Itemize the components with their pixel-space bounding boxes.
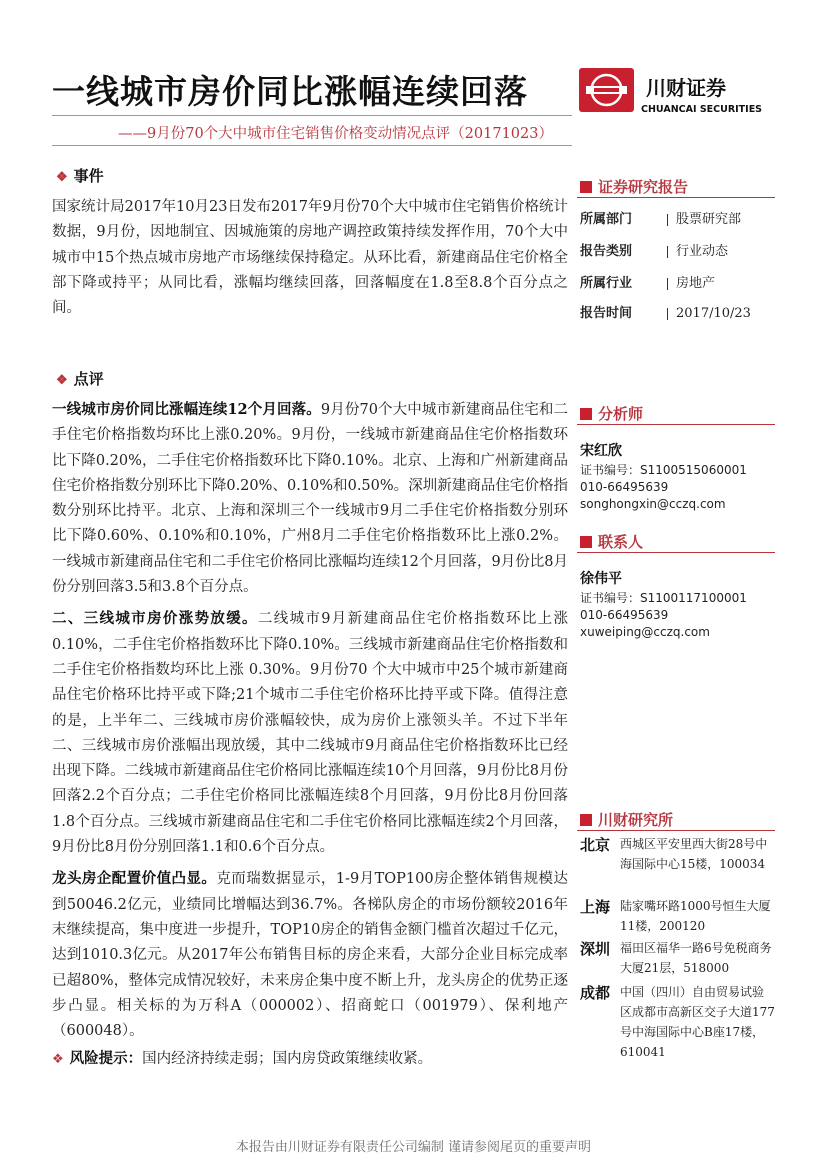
red-square-icon xyxy=(580,181,592,193)
info-row-department: 所属部门 股票研究部 xyxy=(580,212,742,227)
analyst-phone: 010-66495639 xyxy=(580,480,669,494)
sidebar-divider xyxy=(577,424,775,425)
section-heading-comment xyxy=(56,368,104,389)
report-subtitle: ——9月份70个大中城市住宅销售价格变动情况点评（20171023） xyxy=(118,126,553,142)
paragraph-lead: 一线城市房价同比涨幅连续12个月回落。 xyxy=(52,401,321,418)
analyst-email[interactable]: songhongxin@cczq.com xyxy=(580,497,726,511)
risk-note xyxy=(52,1046,568,1072)
info-row-industry: 所属行业 房地产 xyxy=(580,276,716,291)
contact-name: 徐伟平 xyxy=(580,571,622,587)
office-city: 北京 xyxy=(580,836,611,854)
red-square-icon xyxy=(580,408,592,420)
comment-paragraph-2 xyxy=(52,606,568,860)
comment-body xyxy=(52,397,568,1073)
office-address: 中国（四川）自由贸易试验区成都市高新区交子大道177号中海国际中心B座17楼，610041 xyxy=(620,985,775,1059)
paragraph-text: 二线城市9月新建商品住宅价格指数环比上涨0.10%，二手住宅价格指数环比下降0.10%。三线城市新建商品住宅价格指数和二手住宅价格指数均环比上涨 0.30%。9月份70 个大中城市中25个城市新建商品住宅价格环比持平或下降;21个城市二手住宅价格环比持平或下降。值得注意的是，上半年二、三线城市房价涨幅较快，成为房价上涨领头羊。不过下半年二、三线城市房价涨幅出现放缓，其中二线城市9月商品住宅价格指数环比已经出现下降。二线城市新建商品住宅价格同比涨幅连续10个月回落，9月份比8月份回落2.2个百分点；二手住宅价格同比涨幅连续8个月回落，9月份比8月份回落1.8个百分点。三线城市新建商品住宅和二手住宅价格同比涨幅连续2个月回落，9月份比8月份分别回落1.1和0.6个百分点。 xyxy=(52,611,568,856)
company-name-cn: 川财证券 xyxy=(646,76,726,100)
logo-mark-icon xyxy=(579,68,634,112)
contact-card xyxy=(580,568,776,641)
sidebar-heading-label: 证券研究报告 xyxy=(598,178,689,196)
red-square-icon xyxy=(580,814,592,826)
sidebar-heading-label: 川财研究所 xyxy=(598,811,674,829)
sidebar-heading-report xyxy=(580,176,688,197)
diamond-bullet-icon: ❖ xyxy=(52,1052,64,1068)
diamond-bullet-icon: ❖ xyxy=(56,170,68,185)
event-paragraph: 国家统计局2017年10月23日发布2017年9月份70个大中城市住宅销售价格统计数据，9月份，因地制宜、因城施策的房地产调控政策持续发挥作用，70个大中城市中15个热点城市房地产市场继续保持稳定。从环比看，新建商品住宅价格全部下降或持平；从同比看，涨幅均继续回落，回落幅度在1.8至8.8个百分点之间。 xyxy=(52,199,568,317)
paragraph-lead: 二、三线城市房价涨势放缓。 xyxy=(52,610,258,628)
sidebar-divider xyxy=(577,830,775,831)
analyst-cert: 证书编号：S1100515060001 xyxy=(580,463,747,477)
risk-text: 国内经济持续走弱；国内房贷政策继续收紧。 xyxy=(142,1051,433,1068)
office-address: 陆家嘴环路1000号恒生大厦11楼，200120 xyxy=(620,899,771,933)
analyst-name: 宋红欣 xyxy=(580,443,622,459)
sidebar-divider xyxy=(577,197,775,198)
risk-label: 风险提示： xyxy=(69,1050,143,1068)
subtitle-divider xyxy=(52,145,572,146)
comment-paragraph-3 xyxy=(52,866,568,1044)
info-row-category: 报告类别 行业动态 xyxy=(580,244,729,259)
section-heading-event xyxy=(56,165,104,186)
paragraph-text: 克而瑞数据显示，1-9月TOP100房企整体销售规模达到50046.2亿元，业绩同比增幅达到36.7%。各梯队房企的市场份额较2016年末继续提高，集中度进一步提升，TOP10房企的销售金额门槛首次超过千亿元，达到1010.3亿元。从2017年公布销售目标的房企来看，大部分企业目标完成率已超80%，整体完成情况较好，未来房企集中度不断上升，龙头房企的优势正逐步凸显。相关标的为万科A（000002）、招商蛇口（001979）、保利地产（600048）。 xyxy=(52,871,569,1040)
info-row-date: 报告时间 2017/10/23 xyxy=(580,306,751,321)
office-city: 深圳 xyxy=(580,940,611,958)
sidebar-heading-label: 分析师 xyxy=(598,405,644,423)
report-title: 一线城市房价同比涨幅连续回落 xyxy=(52,72,528,111)
title-divider xyxy=(52,115,572,116)
red-square-icon xyxy=(580,536,592,548)
footer-disclaimer: 本报告由川财证券有限责任公司编制 谨请参阅尾页的重要声明 xyxy=(235,1140,592,1155)
paragraph-lead: 龙头房企配置价值凸显。 xyxy=(52,870,217,888)
analyst-card xyxy=(580,440,776,513)
contact-phone: 010-66495639 xyxy=(580,608,669,622)
diamond-bullet-icon: ❖ xyxy=(56,373,68,388)
company-name-en: CHUANCAI SECURITIES xyxy=(641,104,763,115)
sidebar-heading-contact xyxy=(580,531,643,552)
office-address: 福田区福华一路6号免税商务大厦21层，518000 xyxy=(620,941,772,975)
company-logo-icon xyxy=(579,68,634,112)
paragraph-text: 9月份70个大中城市新建商品住宅和二手住宅价格指数均环比上涨0.20%。9月份，一线城市新建商品住宅价格指数环比下降0.20%，二手住宅价格指数环比下降0.10%。北京、上海和广州新建商品住宅价格指数分别环比下降0.20%、0.10%和0.50%。深圳新建商品住宅价格指数分别环比持平。北京、上海和深圳三个一线城市9月二手住宅价格指数分别环比下降0.60%、0.10%和0.10%，广州8月二手住宅价格指数环比上涨0.2%。一线城市新建商品住宅和二手住宅价格同比涨幅均连续12个月回落，9月份比8月份分别回落3.5和3.8个百分点。 xyxy=(52,402,568,596)
section-heading-label: 事件 xyxy=(73,167,104,185)
sidebar-divider xyxy=(577,552,775,553)
sidebar-heading-institute xyxy=(580,809,673,830)
contact-cert: 证书编号：S1100117100001 xyxy=(580,591,747,605)
sidebar-heading-label: 联系人 xyxy=(598,533,644,551)
office-city: 成都 xyxy=(580,984,611,1002)
section-heading-label: 点评 xyxy=(73,370,104,388)
contact-email[interactable]: xuweiping@cczq.com xyxy=(580,625,710,639)
sidebar-heading-analyst xyxy=(580,403,643,424)
office-address: 西城区平安里西大街28号中海国际中心15楼，100034 xyxy=(620,837,768,871)
comment-paragraph-1 xyxy=(52,397,568,600)
office-city: 上海 xyxy=(580,898,611,916)
